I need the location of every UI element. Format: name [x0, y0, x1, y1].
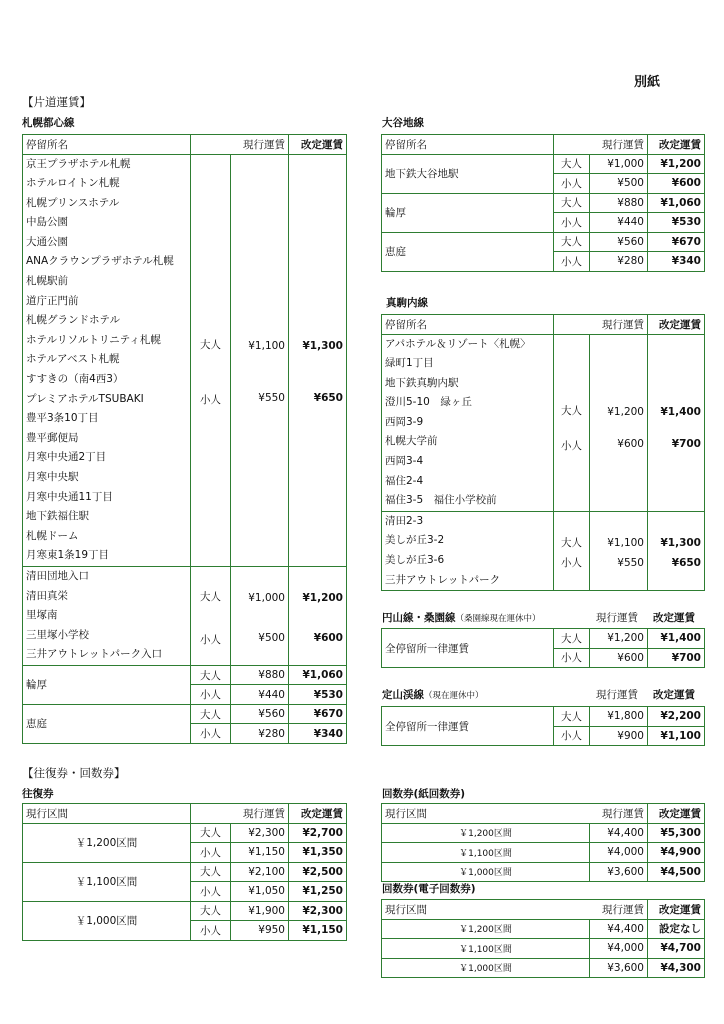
stop-name: 恵庭 [23, 704, 191, 743]
toshin-title: 札幌都心線 [22, 117, 75, 129]
fare-value: ¥1,000 [590, 154, 648, 174]
table-row [23, 901, 347, 921]
table-row [382, 193, 705, 213]
col-section: 現行区間 [23, 804, 191, 824]
fare-value: ¥4,700 [648, 939, 705, 959]
adult-label: 大人 [554, 707, 590, 727]
stop-name: 月寒中央通11丁目 [26, 490, 113, 503]
revised-fare-cell [289, 566, 347, 665]
stop-name: 札幌大学前 [385, 435, 438, 448]
current-fare-cell [590, 334, 648, 511]
fare-value: ¥1,300 [302, 340, 343, 353]
fare-value: ¥440 [590, 213, 648, 233]
table-header-row [382, 315, 705, 335]
fare-value: ¥3,600 [590, 862, 648, 882]
stop-list [382, 511, 554, 590]
stop-name: 月寒中央通2丁目 [26, 451, 107, 464]
fare-value: ¥560 [231, 704, 289, 724]
col-current: 現行運賃 [596, 612, 638, 624]
current-fare-cell [231, 566, 289, 665]
maruyama-table [381, 628, 705, 668]
fare-value: ¥4,400 [590, 919, 648, 939]
fare-value: ¥1,100 [248, 340, 285, 353]
table-header-row [23, 804, 347, 824]
section-name: ￥1,000区間 [23, 901, 191, 940]
stop-name: 福住3-5 福住小学校前 [385, 494, 497, 507]
table-row [382, 629, 705, 649]
table-header-row [382, 135, 705, 155]
fare-value: ¥1,300 [660, 537, 701, 550]
stop-name: すすきの（南4西3） [26, 373, 124, 386]
col-current: 現行運賃 [231, 135, 289, 155]
fare-value: ¥1,050 [231, 882, 289, 902]
page-label: 別紙 [634, 75, 661, 90]
stop-name: 美しが丘3-6 [385, 554, 445, 567]
stop-name: 地下鉄真駒内駅 [385, 376, 459, 389]
e-coupon-table [381, 899, 705, 978]
stop-name: 大通公園 [26, 235, 68, 248]
stop-name: 輪厚 [23, 665, 191, 704]
current-fare-cell [590, 511, 648, 590]
fare-value: ¥2,500 [289, 862, 347, 882]
fare-value: ¥2,100 [231, 862, 289, 882]
round-trip-heading: 【往復券・回数券】 [22, 766, 126, 780]
fare-value: ¥1,250 [289, 882, 347, 902]
section-name: ￥1,200区間 [382, 823, 590, 843]
stop-name: 全停留所一律運賃 [382, 707, 554, 746]
stop-name: 清田真栄 [26, 589, 68, 602]
stop-name: 美しが丘3-2 [385, 534, 445, 547]
fare-value: ¥600 [313, 631, 343, 644]
fare-value: ¥2,700 [289, 823, 347, 843]
fare-value: ¥1,900 [231, 901, 289, 921]
fare-value: ¥950 [231, 921, 289, 941]
stop-name: 清田団地入口 [26, 569, 89, 582]
revised-fare-cell [289, 154, 347, 566]
section-name: 恵庭 [382, 232, 554, 271]
table-row [382, 154, 705, 174]
child-label: 小人 [200, 394, 221, 407]
maruyama-heading [382, 613, 541, 624]
col-current: 現行運賃 [590, 804, 648, 824]
col-revised: 改定運賃 [289, 804, 347, 824]
col-revised: 改定運賃 [648, 804, 705, 824]
col-revised: 改定運賃 [653, 689, 695, 701]
fare-value: ¥560 [590, 232, 648, 252]
section-name: ￥1,200区間 [382, 919, 590, 939]
fare-value: ¥600 [617, 437, 644, 450]
table-row [23, 704, 347, 724]
col-revised: 改定運賃 [648, 135, 705, 155]
section-name: ￥1,100区間 [382, 939, 590, 959]
adult-label: 大人 [561, 404, 582, 417]
makomanai-group2-row [382, 511, 705, 590]
child-label: 小人 [561, 557, 582, 570]
fare-value: ¥3,600 [590, 958, 648, 978]
fare-value: ¥880 [590, 193, 648, 213]
fare-value: ¥1,350 [289, 843, 347, 863]
fare-value: ¥280 [590, 252, 648, 272]
paper-coupon-table [381, 803, 705, 882]
stop-name: 中島公園 [26, 216, 68, 229]
child-label: 小人 [191, 724, 231, 744]
jozankei-heading [382, 690, 484, 701]
stop-name: 里塚南 [26, 609, 58, 622]
table-row [382, 707, 705, 727]
fare-value: ¥4,000 [590, 939, 648, 959]
current-fare-cell [231, 154, 289, 566]
fare-value: ¥670 [289, 704, 347, 724]
adult-label: 大人 [554, 154, 590, 174]
stop-name: 三井アウトレットパーク [385, 573, 501, 586]
toshin-group1-row [23, 154, 347, 566]
col-section: 現行区間 [382, 900, 590, 920]
fare-value: ¥550 [617, 557, 644, 570]
adult-label: 大人 [191, 901, 231, 921]
adult-label: 大人 [191, 665, 231, 685]
fare-value: ¥530 [648, 213, 705, 233]
maruyama-title: 円山線・桑園線 [382, 612, 456, 624]
col-current: 現行運賃 [231, 804, 289, 824]
col-current: 現行運賃 [590, 900, 648, 920]
oyachi-table [381, 134, 705, 272]
stop-name: 清田2-3 [385, 514, 424, 527]
stop-name: 地下鉄福住駅 [26, 510, 89, 523]
fare-value: ¥1,400 [660, 405, 701, 418]
fare-type-cell [554, 334, 590, 511]
section-name: ￥1,200区間 [23, 823, 191, 862]
stop-name: 月寒東1条19丁目 [26, 549, 110, 562]
child-label: 小人 [554, 726, 590, 746]
fare-value: ¥4,500 [648, 862, 705, 882]
adult-label: 大人 [554, 629, 590, 649]
fare-value: ¥670 [648, 232, 705, 252]
fare-value: ¥1,200 [302, 591, 343, 604]
child-label: 小人 [561, 439, 582, 452]
child-label: 小人 [554, 252, 590, 272]
fare-value: ¥1,100 [648, 726, 705, 746]
fare-value: ¥650 [671, 557, 701, 570]
fare-value: ¥1,800 [590, 707, 648, 727]
col-revised: 改定運賃 [653, 612, 695, 624]
table-row [382, 939, 705, 959]
stop-name: 豊平郵便局 [26, 431, 79, 444]
fare-value: 設定なし [648, 919, 705, 939]
jozankei-title: 定山渓線 [382, 689, 424, 701]
fare-value: ¥550 [258, 392, 285, 405]
stop-name: 札幌プリンスホテル [26, 196, 120, 209]
fare-value: ¥4,000 [590, 843, 648, 863]
revised-fare-cell [648, 511, 705, 590]
stop-name: 豊平3条10丁目 [26, 412, 99, 425]
fare-value: ¥500 [590, 174, 648, 194]
paper-coupon-title: 回数券(紙回数券) [382, 788, 466, 800]
e-coupon-title: 回数券(電子回数券) [382, 883, 476, 895]
makomanai-table [381, 314, 705, 591]
col-section: 現行区間 [382, 804, 590, 824]
fare-type-cell [191, 566, 231, 665]
col-revised: 改定運賃 [648, 900, 705, 920]
table-row [382, 232, 705, 252]
makomanai-title: 真駒内線 [386, 297, 428, 309]
section-name: 地下鉄大谷地駅 [382, 154, 554, 193]
adult-label: 大人 [561, 537, 582, 550]
fare-value: ¥2,300 [289, 901, 347, 921]
jozankei-note: （現在運休中） [424, 691, 484, 701]
col-revised: 改定運賃 [648, 315, 705, 335]
fare-value: ¥1,200 [607, 405, 644, 418]
fare-type-cell [191, 154, 231, 566]
fare-value: ¥700 [671, 437, 701, 450]
col-current: 現行運賃 [590, 315, 648, 335]
table-row [23, 823, 347, 843]
stop-name: ホテルアベスト札幌 [26, 353, 120, 366]
stop-list [23, 566, 191, 665]
stop-name: 月寒中央駅 [26, 471, 79, 483]
fare-type-cell [554, 511, 590, 590]
table-header-row [382, 900, 705, 920]
fare-value: ¥500 [258, 631, 285, 644]
stop-name: 福住2-4 [385, 474, 424, 487]
fare-value: ¥1,200 [648, 154, 705, 174]
fare-value: ¥5,300 [648, 823, 705, 843]
child-label: 小人 [554, 174, 590, 194]
section-name: ￥1,000区間 [382, 958, 590, 978]
child-label: 小人 [554, 213, 590, 233]
stop-name: 札幌駅前 [26, 275, 68, 288]
fare-value: ¥600 [590, 648, 648, 668]
stop-list [23, 154, 191, 566]
child-label: 小人 [200, 633, 221, 646]
round-trip-title: 往復券 [22, 788, 54, 800]
stop-name: ANAクラウンプラザホテル札幌 [26, 255, 174, 268]
table-row [23, 862, 347, 882]
adult-label: 大人 [554, 232, 590, 252]
one-way-heading: 【片道運賃】 [22, 95, 91, 109]
stop-name: プレミアホテルTSUBAKI [26, 392, 144, 405]
stop-name: 三井アウトレットパーク入口 [26, 648, 163, 661]
adult-label: 大人 [191, 704, 231, 724]
child-label: 小人 [191, 921, 231, 941]
fare-value: ¥880 [231, 665, 289, 685]
fare-value: ¥340 [648, 252, 705, 272]
fare-value: ¥700 [648, 648, 705, 668]
stop-name: 西岡3-4 [385, 455, 424, 468]
fare-value: ¥650 [313, 392, 343, 405]
fare-value: ¥440 [231, 685, 289, 705]
round-trip-table [22, 803, 347, 941]
col-current: 現行運賃 [590, 135, 648, 155]
table-row [382, 958, 705, 978]
stop-name: 道庁正門前 [26, 294, 79, 307]
fare-value: ¥1,060 [289, 665, 347, 685]
toshin-table [22, 134, 347, 744]
makomanai-group1-row [382, 334, 705, 511]
fare-value: ¥1,150 [231, 843, 289, 863]
fare-value: ¥4,300 [648, 958, 705, 978]
revised-fare-cell [648, 334, 705, 511]
fare-value: ¥2,200 [648, 707, 705, 727]
table-header-row [23, 135, 347, 155]
fare-value: ¥1,000 [248, 591, 285, 604]
stop-name: ホテルリソルトリニティ札幌 [26, 333, 161, 346]
child-label: 小人 [191, 685, 231, 705]
fare-value: ¥2,300 [231, 823, 289, 843]
fare-value: ¥600 [648, 174, 705, 194]
table-row [382, 823, 705, 843]
section-name: ￥1,100区間 [382, 843, 590, 863]
fare-value: ¥1,150 [289, 921, 347, 941]
fare-value: ¥4,900 [648, 843, 705, 863]
fare-value: ¥530 [289, 685, 347, 705]
jozankei-table [381, 706, 705, 746]
stop-name: 札幌ドーム [26, 529, 79, 542]
section-name: ￥1,000区間 [382, 862, 590, 882]
toshin-group2-row [23, 566, 347, 665]
table-row [382, 919, 705, 939]
col-revised: 改定運賃 [289, 135, 347, 155]
col-stop: 停留所名 [382, 315, 554, 335]
stop-name: 京王プラザホテル札幌 [26, 157, 131, 170]
adult-label: 大人 [191, 823, 231, 843]
stop-name: 澄川5-10 緑ヶ丘 [385, 396, 472, 409]
stop-name: 札幌グランドホテル [26, 314, 120, 327]
stop-name: 緑町1丁目 [385, 357, 434, 370]
oyachi-title: 大谷地線 [382, 117, 424, 129]
fare-value: ¥4,400 [590, 823, 648, 843]
stop-name: 西岡3-9 [385, 415, 424, 428]
stop-name: アパホテル＆リゾート〈札幌〉 [385, 337, 531, 350]
col-stop: 停留所名 [23, 135, 191, 155]
table-row [382, 862, 705, 882]
fare-value: ¥280 [231, 724, 289, 744]
adult-label: 大人 [200, 590, 221, 603]
child-label: 小人 [191, 843, 231, 863]
section-name: ￥1,100区間 [23, 862, 191, 901]
maruyama-note: （桑園線現在運休中） [455, 614, 541, 624]
table-row [382, 843, 705, 863]
col-current: 現行運賃 [596, 689, 638, 701]
adult-label: 大人 [191, 862, 231, 882]
fare-value: ¥1,100 [607, 537, 644, 550]
child-label: 小人 [191, 882, 231, 902]
adult-label: 大人 [200, 339, 221, 352]
table-row [23, 665, 347, 685]
stop-name: 三里塚小学校 [26, 628, 89, 641]
fare-value: ¥340 [289, 724, 347, 744]
child-label: 小人 [554, 648, 590, 668]
section-name: 輪厚 [382, 193, 554, 232]
fare-value: ¥1,200 [590, 629, 648, 649]
stop-list [382, 334, 554, 511]
fare-value: ¥1,400 [648, 629, 705, 649]
fare-value: ¥1,060 [648, 193, 705, 213]
table-header-row [382, 804, 705, 824]
adult-label: 大人 [554, 193, 590, 213]
col-stop: 停留所名 [382, 135, 554, 155]
fare-value: ¥900 [590, 726, 648, 746]
stop-name: 全停留所一律運賃 [382, 629, 554, 668]
stop-name: ホテルロイトン札幌 [26, 177, 120, 190]
